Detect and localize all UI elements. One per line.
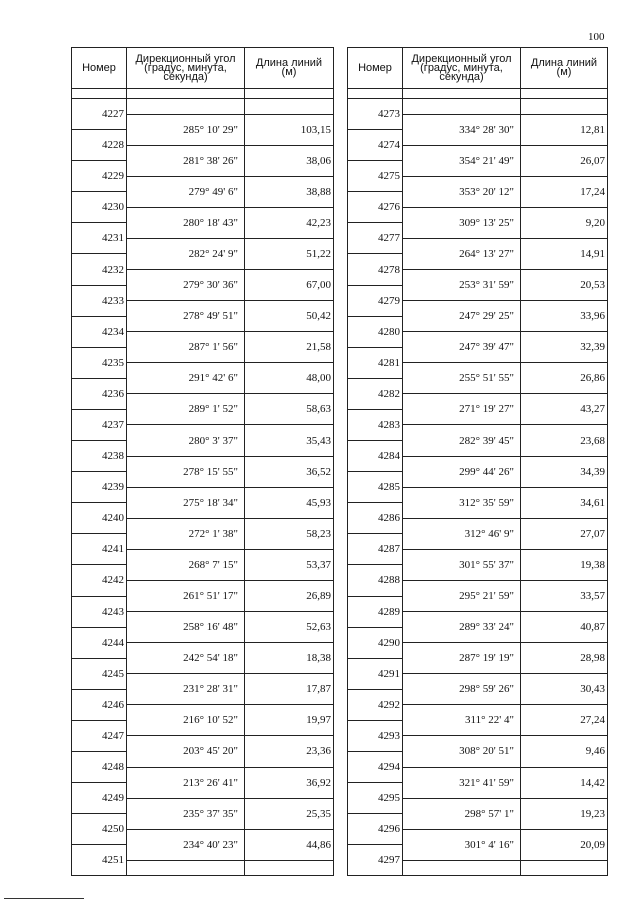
length-cell: 52,63 bbox=[245, 612, 334, 643]
empty-cell bbox=[127, 860, 245, 876]
header-angle-subtext: (градус, минута, секунда) bbox=[144, 61, 227, 83]
angle-cell: 298° 57' 1" bbox=[403, 798, 521, 829]
point-number: 4274 bbox=[348, 130, 403, 161]
point-number: 4295 bbox=[348, 783, 403, 814]
angle-cell: 242° 54' 18" bbox=[127, 643, 245, 674]
point-number: 4227 bbox=[72, 99, 127, 130]
angle-cell: 298° 59' 26" bbox=[403, 674, 521, 705]
length-cell: 58,23 bbox=[245, 518, 334, 549]
length-cell: 9,20 bbox=[521, 207, 608, 238]
gap-cell bbox=[127, 89, 245, 99]
point-number: 4291 bbox=[348, 658, 403, 689]
angle-cell: 299° 44' 26" bbox=[403, 456, 521, 487]
angle-cell: 255° 51' 55" bbox=[403, 363, 521, 394]
length-cell: 30,43 bbox=[521, 674, 608, 705]
gap-cell bbox=[348, 89, 403, 99]
angle-cell: 264° 13' 27" bbox=[403, 238, 521, 269]
length-cell: 9,46 bbox=[521, 736, 608, 767]
empty-cell bbox=[127, 99, 245, 115]
empty-cell bbox=[521, 860, 608, 876]
gap-cell bbox=[72, 89, 127, 99]
point-number: 4284 bbox=[348, 441, 403, 472]
angle-cell: 282° 39' 45" bbox=[403, 425, 521, 456]
point-number: 4247 bbox=[72, 720, 127, 751]
angle-cell: 321° 41' 59" bbox=[403, 767, 521, 798]
point-number: 4273 bbox=[348, 99, 403, 130]
angle-cell: 231° 28' 31" bbox=[127, 674, 245, 705]
point-number: 4279 bbox=[348, 285, 403, 316]
point-number: 4230 bbox=[72, 192, 127, 223]
point-number: 4251 bbox=[72, 845, 127, 876]
header-number-text: Номер bbox=[358, 61, 392, 74]
point-number: 4294 bbox=[348, 751, 403, 782]
length-cell: 35,43 bbox=[245, 425, 334, 456]
length-cell: 34,61 bbox=[521, 487, 608, 518]
length-cell: 18,38 bbox=[245, 643, 334, 674]
point-number: 4277 bbox=[348, 223, 403, 254]
point-number: 4293 bbox=[348, 720, 403, 751]
page-number: 100 bbox=[588, 31, 605, 43]
point-number: 4276 bbox=[348, 192, 403, 223]
angle-cell: 279° 30' 36" bbox=[127, 270, 245, 301]
point-number: 4278 bbox=[348, 254, 403, 285]
footer-rule bbox=[4, 898, 84, 899]
angle-cell: 281° 38' 26" bbox=[127, 145, 245, 176]
point-number: 4243 bbox=[72, 596, 127, 627]
angle-cell: 308° 20' 51" bbox=[403, 736, 521, 767]
point-number: 4232 bbox=[72, 254, 127, 285]
angle-cell: 268° 7' 15" bbox=[127, 549, 245, 580]
table-row bbox=[72, 99, 334, 115]
angle-cell: 253° 31' 59" bbox=[403, 270, 521, 301]
angle-cell: 279° 49' 6" bbox=[127, 176, 245, 207]
point-number: 4250 bbox=[72, 814, 127, 845]
angle-cell: 287° 1' 56" bbox=[127, 332, 245, 363]
empty-cell bbox=[245, 860, 334, 876]
point-number: 4283 bbox=[348, 409, 403, 440]
length-cell: 45,93 bbox=[245, 487, 334, 518]
point-number: 4246 bbox=[72, 689, 127, 720]
length-cell: 27,07 bbox=[521, 518, 608, 549]
angle-cell: 280° 18' 43" bbox=[127, 207, 245, 238]
point-number: 4239 bbox=[72, 472, 127, 503]
point-number: 4248 bbox=[72, 751, 127, 782]
angle-cell: 271° 19' 27" bbox=[403, 394, 521, 425]
point-number: 4290 bbox=[348, 627, 403, 658]
length-cell: 103,15 bbox=[245, 114, 334, 145]
angle-cell: 354° 21' 49" bbox=[403, 145, 521, 176]
point-number: 4242 bbox=[72, 565, 127, 596]
length-cell: 40,87 bbox=[521, 612, 608, 643]
header-number bbox=[72, 48, 127, 89]
length-cell: 17,87 bbox=[245, 674, 334, 705]
point-number: 4241 bbox=[72, 534, 127, 565]
angle-cell: 272° 1' 38" bbox=[127, 518, 245, 549]
length-cell: 19,38 bbox=[521, 549, 608, 580]
angle-cell: 287° 19' 19" bbox=[403, 643, 521, 674]
header-angle-text: Дирекционный угол bbox=[135, 52, 236, 65]
length-cell: 34,39 bbox=[521, 456, 608, 487]
length-cell: 23,68 bbox=[521, 425, 608, 456]
length-cell: 21,58 bbox=[245, 332, 334, 363]
point-number: 4244 bbox=[72, 627, 127, 658]
length-cell: 27,24 bbox=[521, 705, 608, 736]
point-number: 4289 bbox=[348, 596, 403, 627]
length-cell: 23,36 bbox=[245, 736, 334, 767]
length-cell: 36,52 bbox=[245, 456, 334, 487]
header-number-text: Номер bbox=[82, 61, 116, 74]
point-number: 4281 bbox=[348, 347, 403, 378]
angle-cell: 311° 22' 4" bbox=[403, 705, 521, 736]
length-cell: 14,91 bbox=[521, 238, 608, 269]
header-length-text: Длина линий bbox=[255, 57, 323, 69]
header-length-text: Длина линий bbox=[530, 57, 598, 69]
table-row bbox=[348, 99, 608, 115]
header-length-subtext: (м) bbox=[556, 66, 572, 78]
length-cell: 44,86 bbox=[245, 829, 334, 860]
angle-cell: 334° 28' 30" bbox=[403, 114, 521, 145]
point-number: 4280 bbox=[348, 316, 403, 347]
angle-cell: 247° 29' 25" bbox=[403, 301, 521, 332]
gap-cell bbox=[245, 89, 334, 99]
angle-cell: 309° 13' 25" bbox=[403, 207, 521, 238]
point-number: 4286 bbox=[348, 503, 403, 534]
empty-cell bbox=[245, 99, 334, 115]
angle-cell: 353° 20' 12" bbox=[403, 176, 521, 207]
length-cell: 14,42 bbox=[521, 767, 608, 798]
header-length-subtext: (м) bbox=[281, 66, 297, 78]
point-number: 4234 bbox=[72, 316, 127, 347]
point-number: 4231 bbox=[72, 223, 127, 254]
right-coordinates-table bbox=[347, 47, 608, 876]
point-number: 4236 bbox=[72, 378, 127, 409]
length-cell: 50,42 bbox=[245, 301, 334, 332]
length-cell: 33,96 bbox=[521, 301, 608, 332]
gap-cell bbox=[521, 89, 608, 99]
point-number: 4240 bbox=[72, 503, 127, 534]
point-number: 4233 bbox=[72, 285, 127, 316]
length-cell: 19,23 bbox=[521, 798, 608, 829]
angle-cell: 312° 35' 59" bbox=[403, 487, 521, 518]
length-cell: 26,86 bbox=[521, 363, 608, 394]
point-number: 4296 bbox=[348, 814, 403, 845]
length-cell: 17,24 bbox=[521, 176, 608, 207]
point-number: 4249 bbox=[72, 783, 127, 814]
length-cell: 38,88 bbox=[245, 176, 334, 207]
point-number: 4237 bbox=[72, 409, 127, 440]
length-cell: 20,53 bbox=[521, 270, 608, 301]
empty-cell bbox=[403, 99, 521, 115]
angle-cell: 312° 46' 9" bbox=[403, 518, 521, 549]
length-cell: 32,39 bbox=[521, 332, 608, 363]
angle-cell: 247° 39' 47" bbox=[403, 332, 521, 363]
length-cell: 53,37 bbox=[245, 549, 334, 580]
angle-cell: 275° 18' 34" bbox=[127, 487, 245, 518]
point-number: 4229 bbox=[72, 161, 127, 192]
angle-cell: 291° 42' 6" bbox=[127, 363, 245, 394]
length-cell: 36,92 bbox=[245, 767, 334, 798]
angle-cell: 295° 21' 59" bbox=[403, 580, 521, 611]
angle-cell: 213° 26' 41" bbox=[127, 767, 245, 798]
angle-cell: 289° 33' 24" bbox=[403, 612, 521, 643]
angle-cell: 216° 10' 52" bbox=[127, 705, 245, 736]
empty-cell bbox=[521, 99, 608, 115]
point-number: 4292 bbox=[348, 689, 403, 720]
point-number: 4245 bbox=[72, 658, 127, 689]
point-number: 4228 bbox=[72, 130, 127, 161]
angle-cell: 203° 45' 20" bbox=[127, 736, 245, 767]
angle-cell: 258° 16' 48" bbox=[127, 612, 245, 643]
length-cell: 28,98 bbox=[521, 643, 608, 674]
angle-cell: 289° 1' 52" bbox=[127, 394, 245, 425]
length-cell: 38,06 bbox=[245, 145, 334, 176]
header-angle bbox=[403, 48, 521, 89]
length-cell: 33,57 bbox=[521, 580, 608, 611]
point-number: 4238 bbox=[72, 441, 127, 472]
header-angle-subtext: (градус, минута, секунда) bbox=[420, 61, 503, 83]
length-cell: 26,07 bbox=[521, 145, 608, 176]
length-cell: 43,27 bbox=[521, 394, 608, 425]
header-length bbox=[521, 48, 608, 89]
header-angle-text: Дирекционный угол bbox=[411, 52, 512, 65]
point-number: 4285 bbox=[348, 472, 403, 503]
length-cell: 48,00 bbox=[245, 363, 334, 394]
length-cell: 67,00 bbox=[245, 270, 334, 301]
angle-cell: 285° 10' 29" bbox=[127, 114, 245, 145]
angle-cell: 280° 3' 37" bbox=[127, 425, 245, 456]
header-length bbox=[245, 48, 334, 89]
point-number: 4275 bbox=[348, 161, 403, 192]
header-number bbox=[348, 48, 403, 89]
length-cell: 12,81 bbox=[521, 114, 608, 145]
gap-cell bbox=[403, 89, 521, 99]
left-coordinates-table bbox=[71, 47, 334, 876]
length-cell: 58,63 bbox=[245, 394, 334, 425]
length-cell: 20,09 bbox=[521, 829, 608, 860]
angle-cell: 301° 55' 37" bbox=[403, 549, 521, 580]
angle-cell: 301° 4' 16" bbox=[403, 829, 521, 860]
angle-cell: 278° 49' 51" bbox=[127, 301, 245, 332]
empty-cell bbox=[403, 860, 521, 876]
length-cell: 42,23 bbox=[245, 207, 334, 238]
length-cell: 26,89 bbox=[245, 580, 334, 611]
length-cell: 51,22 bbox=[245, 238, 334, 269]
point-number: 4287 bbox=[348, 534, 403, 565]
header-angle bbox=[127, 48, 245, 89]
angle-cell: 282° 24' 9" bbox=[127, 238, 245, 269]
point-number: 4282 bbox=[348, 378, 403, 409]
angle-cell: 278° 15' 55" bbox=[127, 456, 245, 487]
angle-cell: 261° 51' 17" bbox=[127, 580, 245, 611]
point-number: 4288 bbox=[348, 565, 403, 596]
angle-cell: 234° 40' 23" bbox=[127, 829, 245, 860]
length-cell: 25,35 bbox=[245, 798, 334, 829]
angle-cell: 235° 37' 35" bbox=[127, 798, 245, 829]
point-number: 4235 bbox=[72, 347, 127, 378]
length-cell: 19,97 bbox=[245, 705, 334, 736]
point-number: 4297 bbox=[348, 845, 403, 876]
